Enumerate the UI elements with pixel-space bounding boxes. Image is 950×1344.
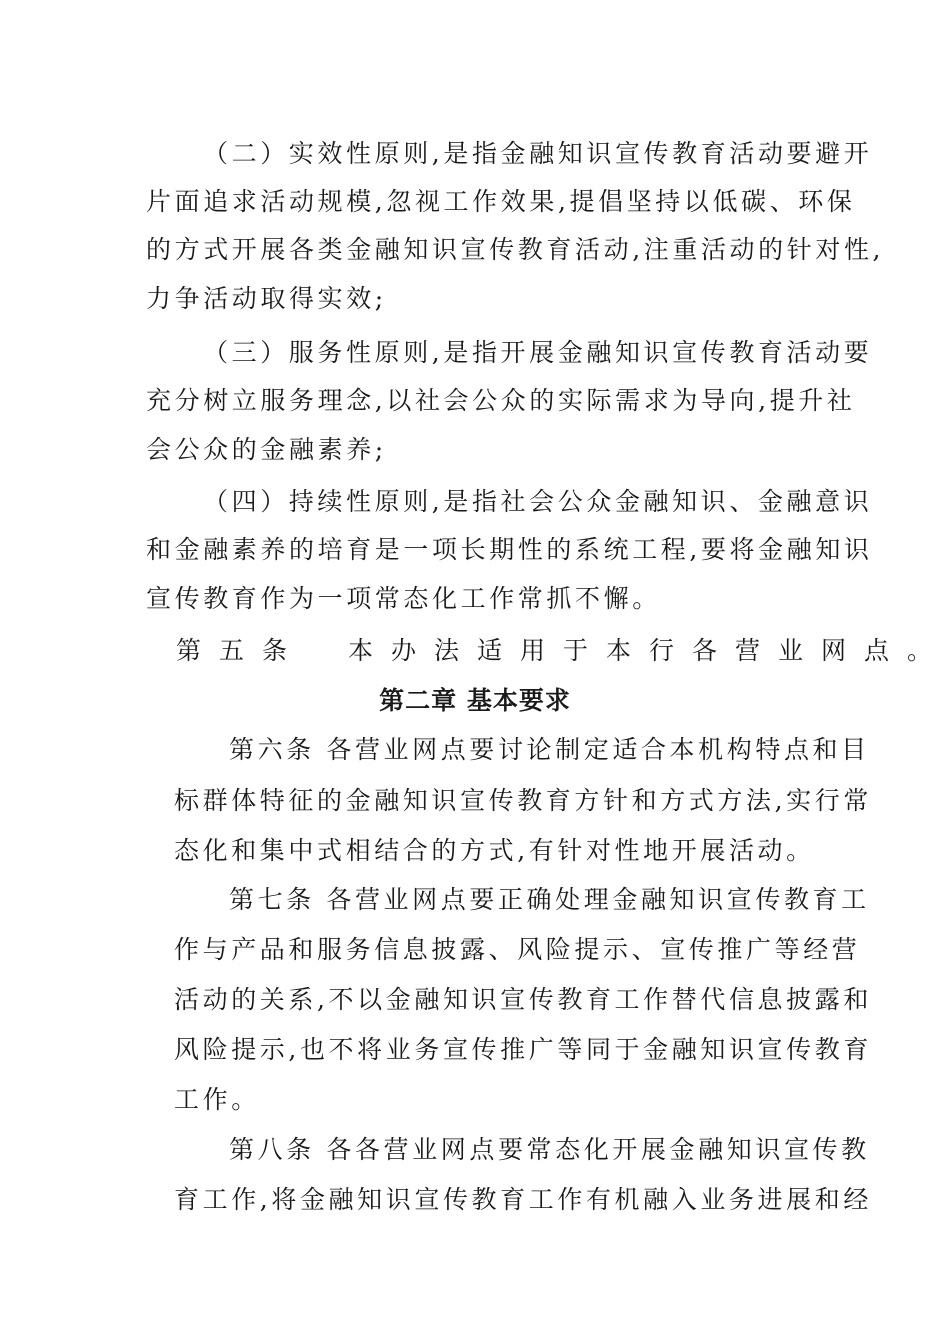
paragraph-line: 态化和集中式相结合的方式,有针对性地开展活动。: [174, 836, 815, 865]
article-five-line: 第五条 本办法适用于本行各营业网点。: [176, 636, 950, 665]
paragraph-line: 充分树立服务理念,以社会公众的实际需求为导向,提升社: [146, 386, 856, 415]
paragraph-line: 第六条 各营业网点要讨论制定适合本机构特点和目: [229, 735, 870, 764]
paragraph-line: 和金融素养的培育是一项长期性的系统工程,要将金融知识: [146, 535, 873, 564]
paragraph-line: （四）持续性原则,是指社会公众金融知识、金融意识: [203, 487, 873, 516]
paragraph-line: （三）服务性原则,是指开展金融知识宣传教育活动要: [203, 338, 873, 367]
paragraph-line: 工作。: [174, 1085, 260, 1114]
paragraph-line: 的方式开展各类金融知识宣传教育活动,注重活动的针对性,: [146, 235, 885, 264]
paragraph-line: 片面追求活动规模,忽视工作效果,提倡坚持以低碳、环保: [146, 187, 856, 216]
paragraph-line: （二）实效性原则,是指金融知识宣传教育活动要避开: [203, 139, 873, 168]
paragraph-line: 宣传教育作为一项常态化工作常抓不懈。: [146, 584, 661, 613]
paragraph-line: 风险提示,也不将业务宣传推广等同于金融知识宣传教育: [174, 1035, 872, 1064]
paragraph-line: 活动的关系,不以金融知识宣传教育工作替代信息披露和: [174, 985, 872, 1014]
paragraph-line: 标群体特征的金融知识宣传教育方针和方式方法,实行常: [174, 786, 872, 815]
paragraph-line: 第八条 各各营业网点要常态化开展金融知识宣传教: [229, 1135, 870, 1164]
paragraph-line: 育工作,将金融知识宣传教育工作有机融入业务进展和经: [174, 1185, 872, 1214]
paragraph-line: 第七条 各营业网点要正确处理金融知识宣传教育工: [229, 885, 870, 914]
paragraph-line: 会公众的金融素养;: [146, 435, 387, 464]
paragraph-line: 力争活动取得实效;: [146, 284, 387, 313]
paragraph-line: 作与产品和服务信息披露、风险提示、宣传推广等经营: [174, 935, 861, 964]
chapter-heading: 第二章 基本要求: [379, 686, 571, 715]
